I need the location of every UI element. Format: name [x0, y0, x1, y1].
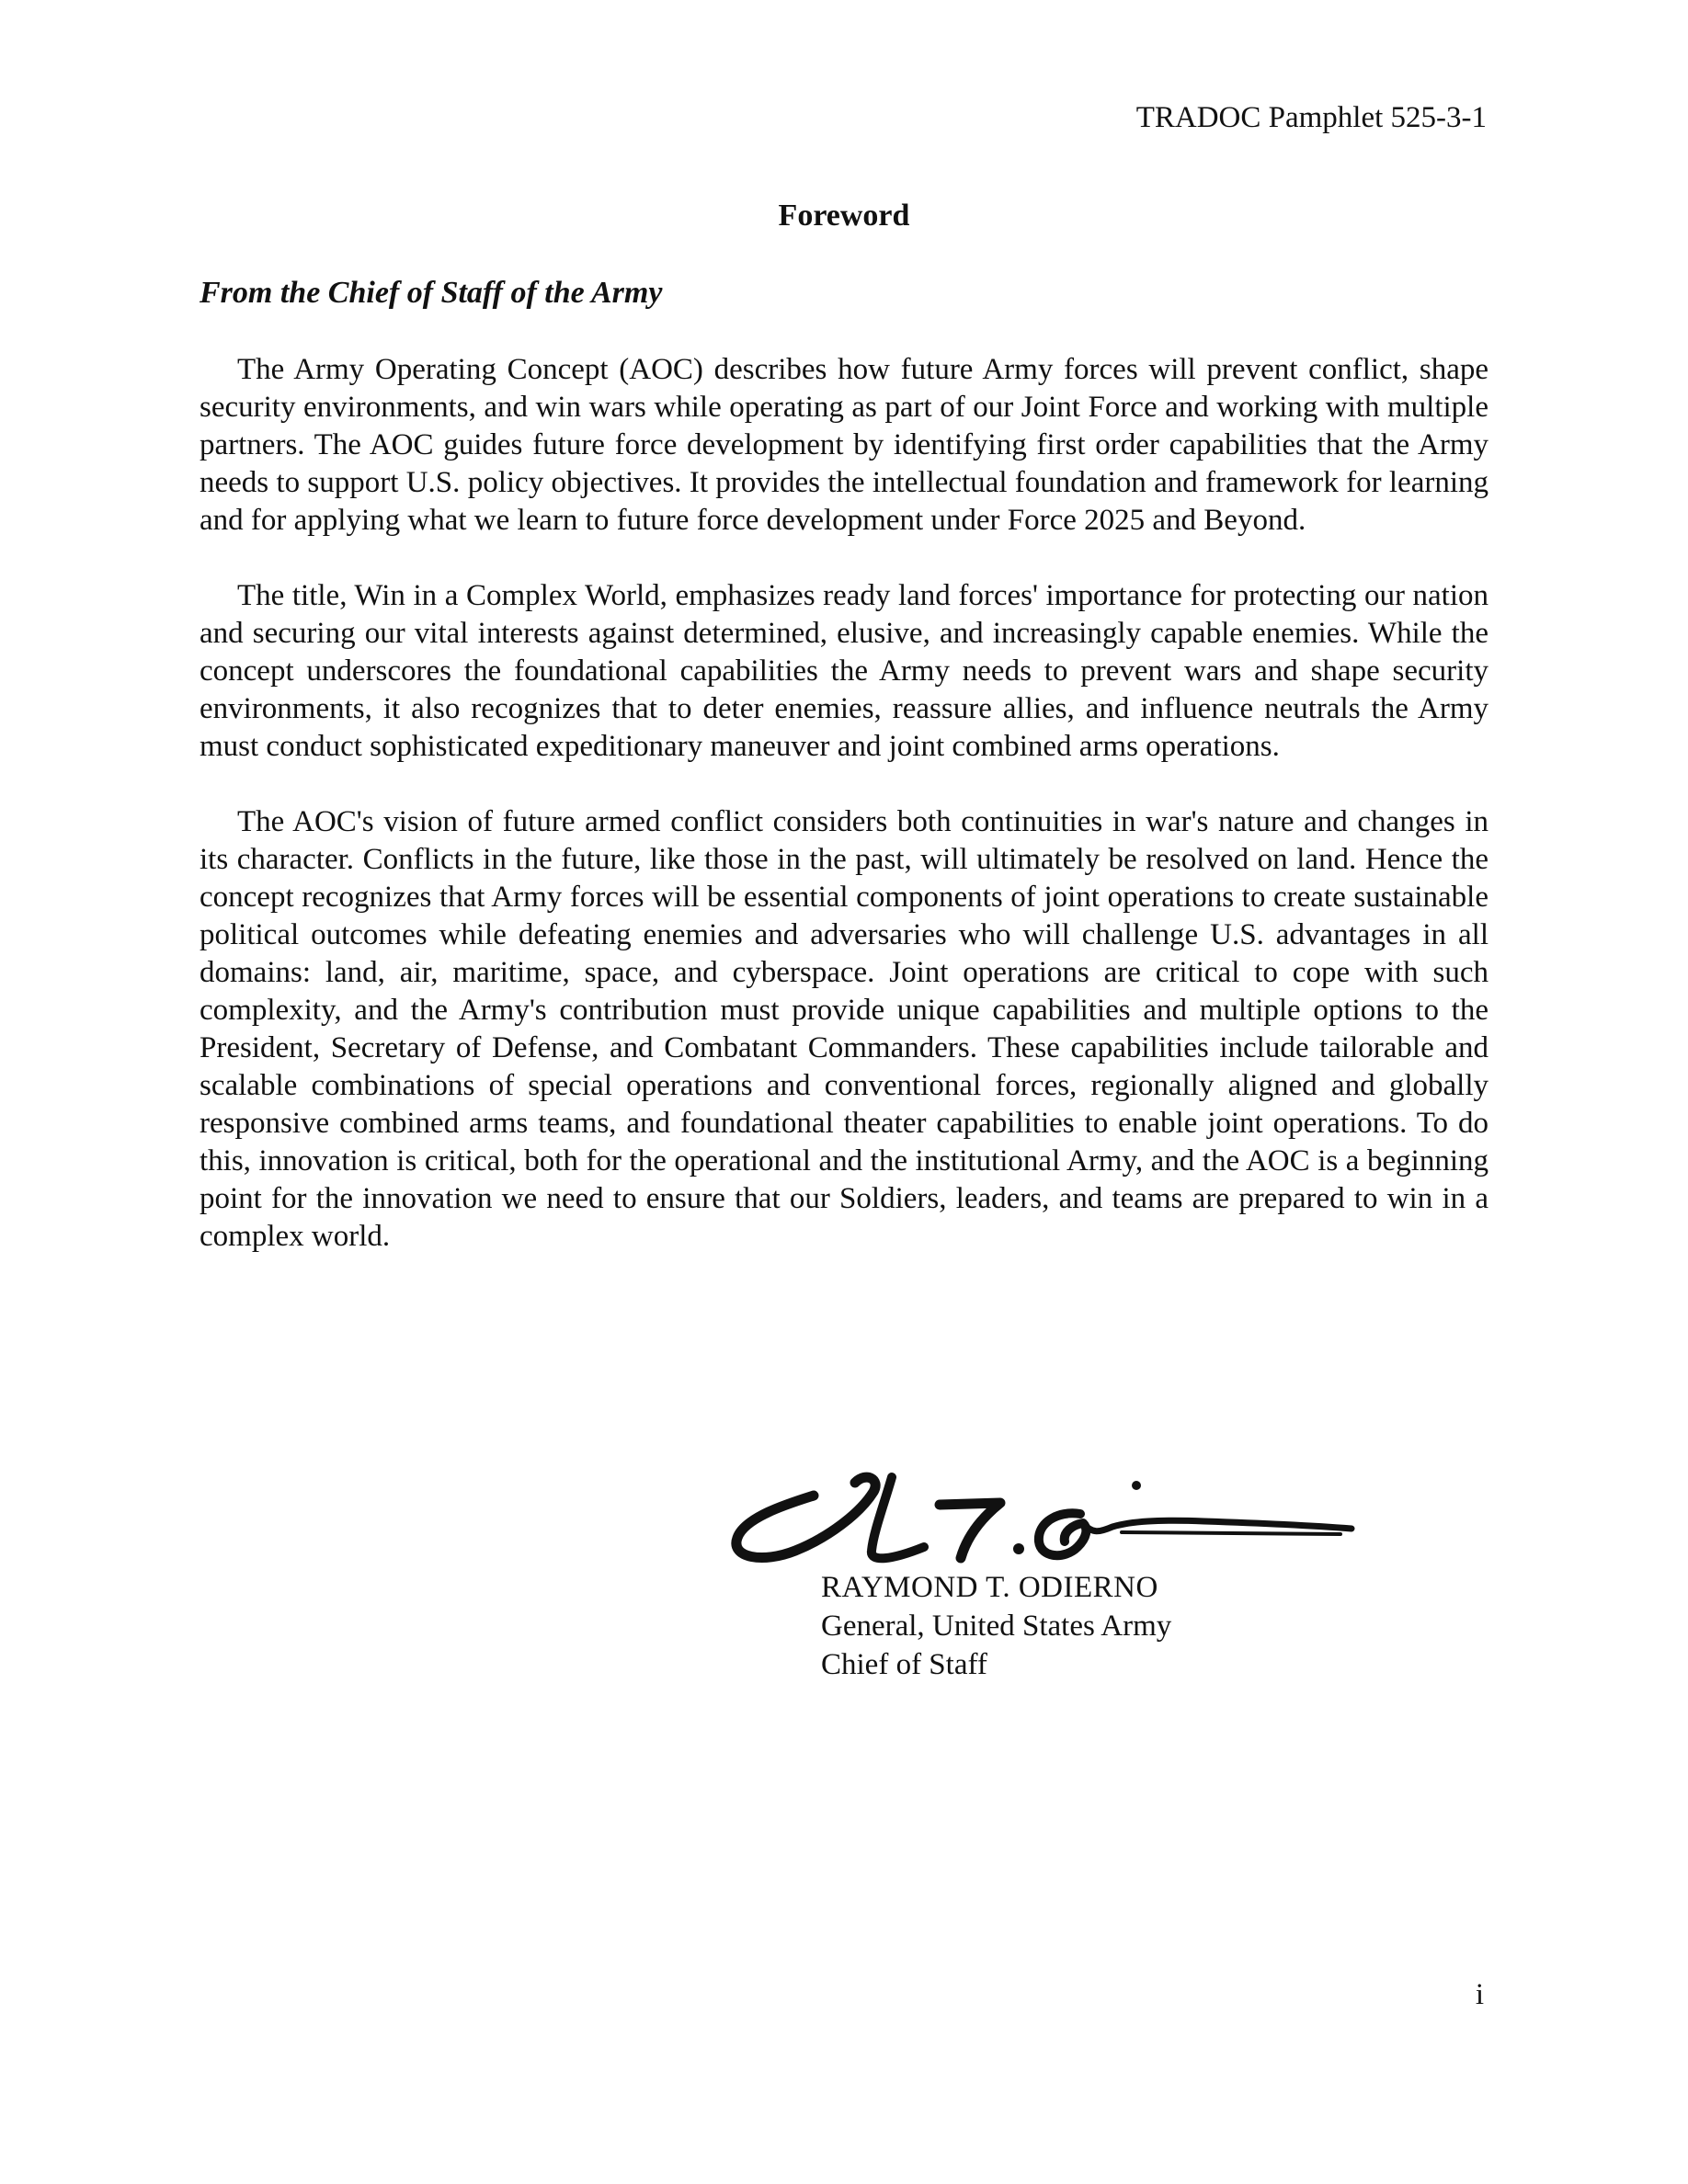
document-reference: TRADOC Pamphlet 525-3-1 [1135, 101, 1487, 134]
signatory-rank: General, United States Army [821, 1610, 1172, 1643]
page-subtitle: From the Chief of Staff of the Army [200, 276, 663, 310]
foreword-body [200, 351, 1488, 1293]
page-number: i [1475, 1978, 1484, 2011]
signatory-position: Chief of Staff [821, 1648, 987, 1681]
signatory-name: RAYMOND T. ODIERNO [821, 1571, 1158, 1604]
paragraph-2: The title, Win in a Complex World, emphasizes ready land forces' importance for protecting our nation and securing our vital interests against determined, elusive, and increasingly capable enemies. While the concept underscores the foundational capabilities the Army needs to prevent wars and shape security environments, it also recognizes that to deter enemies, reassure allies, and influence neutrals the Army must conduct sophisticated expeditionary maneuver and joint combined arms operations. [200, 579, 1488, 763]
paragraph-3: The AOC's vision of future armed conflict considers both continuities in war's nature and changes in its character. Conflicts in the future, like those in the past, will ultimately be resolved on land. Hence the concept recognizes that Army forces will be essential components of joint operations to create sustainable political outcomes while defeating enemies and adversaries who will challenge U.S. advantages in all domains: land, air, maritime, space, and cyberspace. Joint operations are critical to cope with such complexity, and the Army's contribution must provide unique capabilities and multiple options to the President, Secretary of Defense, and Combatant Commanders. These capabilities include tailorable and scalable combinations of special operations and conventional forces, regionally aligned and globally responsive combined arms teams, and foundational theater capabilities to enable joint operations. To do this, innovation is critical, both for the operational and the institutional Army, and the AOC is a beginning point for the innovation we need to ensure that our Soldiers, leaders, and teams are prepared to win in a complex world. [200, 805, 1488, 1253]
handwritten-signature [726, 1429, 1370, 1590]
page-title: Foreword [778, 199, 910, 233]
paragraph-1: The Army Operating Concept (AOC) describes how future Army forces will prevent conflict, shape security environments, and win wars while operating as part of our Joint Force and working with multiple partners. The AOC guides future force development by identifying first order capabilities that the Army needs to support U.S. policy objectives. It provides the intellectual foundation and framework for learning and for applying what we learn to future force development under Force 2025 and Beyond. [200, 353, 1488, 537]
signature-block [821, 1568, 1171, 1684]
